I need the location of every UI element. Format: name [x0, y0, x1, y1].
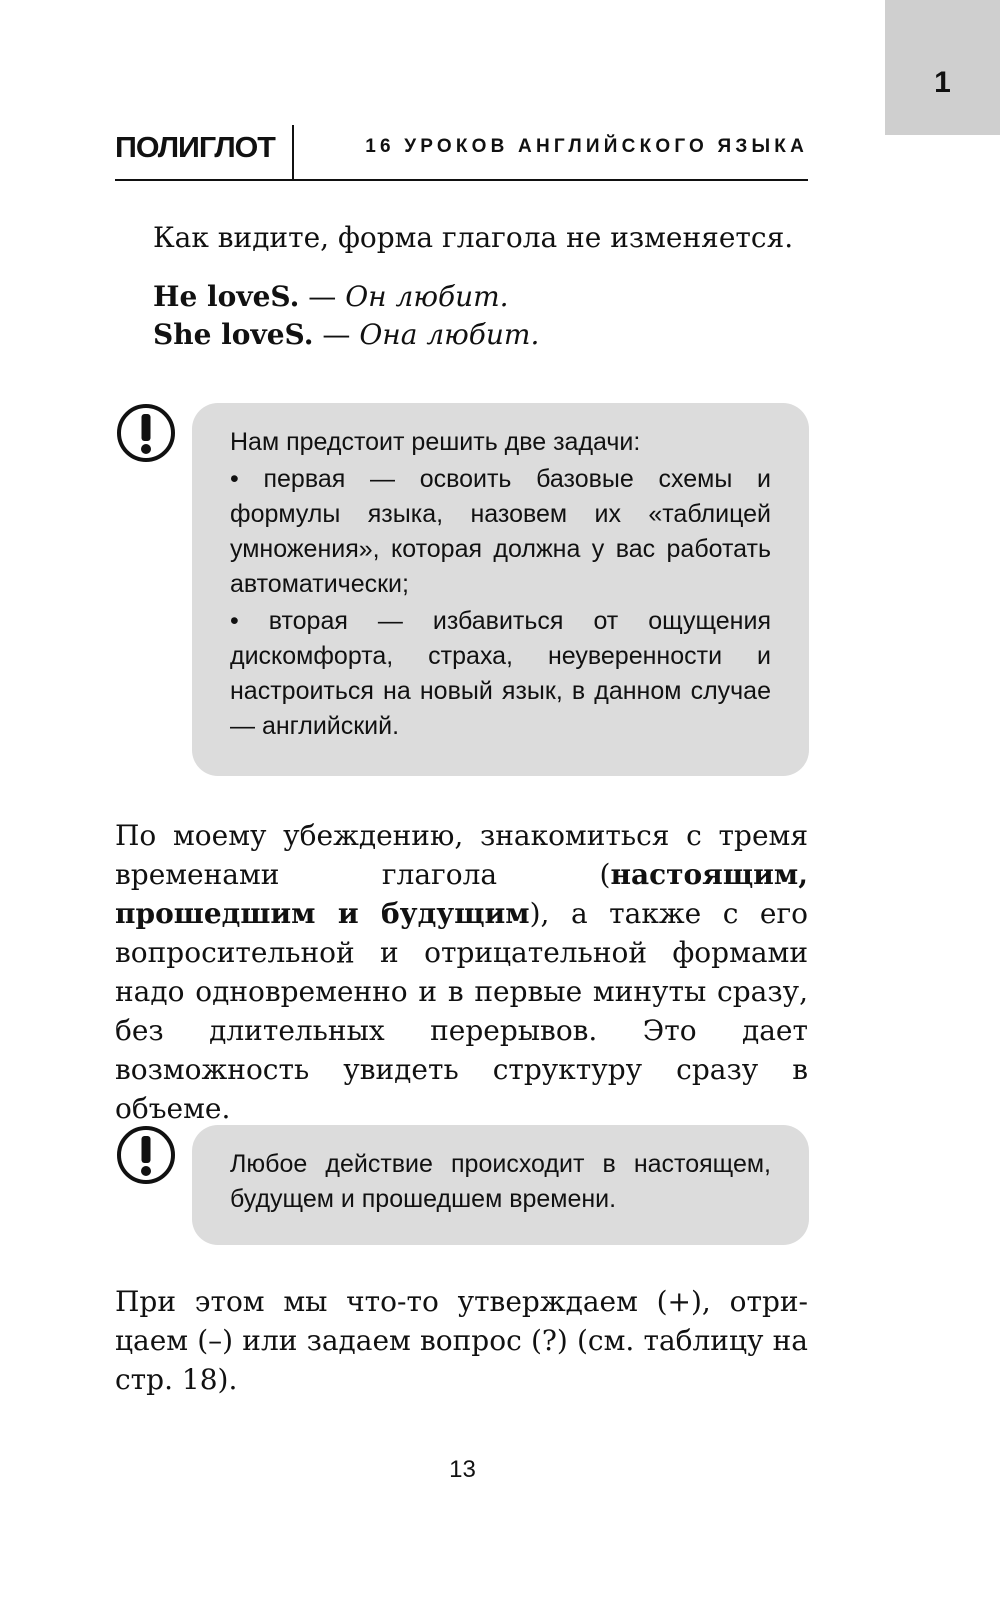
body-paragraph-forms: При этом мы что-то утверждаем (+), отрицаем (–) или задаем вопрос (?) (см. таблицу на стр. 18). — [115, 1285, 808, 1396]
page-number: 13 — [449, 1456, 476, 1483]
callout-box-tasks — [192, 403, 809, 776]
callout-text: Любое действие происходит в настоящем, будущем и прошедшем времени. — [230, 1150, 771, 1213]
callout-box-action — [192, 1125, 809, 1245]
example-english: He loveS. — [153, 280, 300, 313]
example-english: She loveS. — [153, 318, 314, 351]
example-dash: — — [313, 318, 360, 351]
logo: ПОЛИГЛОТ — [115, 132, 275, 164]
header-divider — [292, 125, 294, 179]
chapter-tab — [885, 0, 1000, 135]
paragraph-text: По моему убеждению, знакомиться с тремя временами глагола ( — [115, 819, 808, 891]
example-line-2 — [153, 316, 539, 354]
example-russian: Он любит. — [345, 280, 509, 313]
paragraph-text: ), а также с его вопросительной и отрицательной формами надо одновременно и в первые минуты сразу, без длительных перерывов. Это дает возможность увидеть структуру сразу в объеме. — [115, 897, 808, 1125]
callout-intro: Нам предстоит решить две задачи: — [230, 428, 641, 456]
example-line-1 — [153, 278, 509, 316]
chapter-number: 1 — [934, 66, 951, 99]
intro-text: Как видите, форма глагола не изменяется. — [153, 221, 794, 254]
header-title: 16 УРОКОВ АНГЛИЙСКОГО ЯЗЫКА — [365, 136, 808, 157]
paragraph-bold-text: настоящим, прошедшим и будущим — [115, 858, 808, 930]
exclamation-icon — [116, 403, 176, 463]
example-russian: Она любит. — [359, 318, 540, 351]
running-header — [115, 125, 808, 181]
callout-bullet-1: • первая — освоить базовые схемы и формулы языка, назовем их «таблицей умножения», которая должна у вас работать автоматически; — [230, 465, 771, 598]
exclamation-icon — [116, 1125, 176, 1185]
body-paragraph-tenses — [115, 816, 808, 1128]
callout-bullet-2: • вторая — избавиться от ощущения дискомфорта, страха, неуверенности и настроиться на новый язык, в данном случае — английский. — [230, 607, 771, 740]
example-dash: — — [299, 280, 346, 313]
